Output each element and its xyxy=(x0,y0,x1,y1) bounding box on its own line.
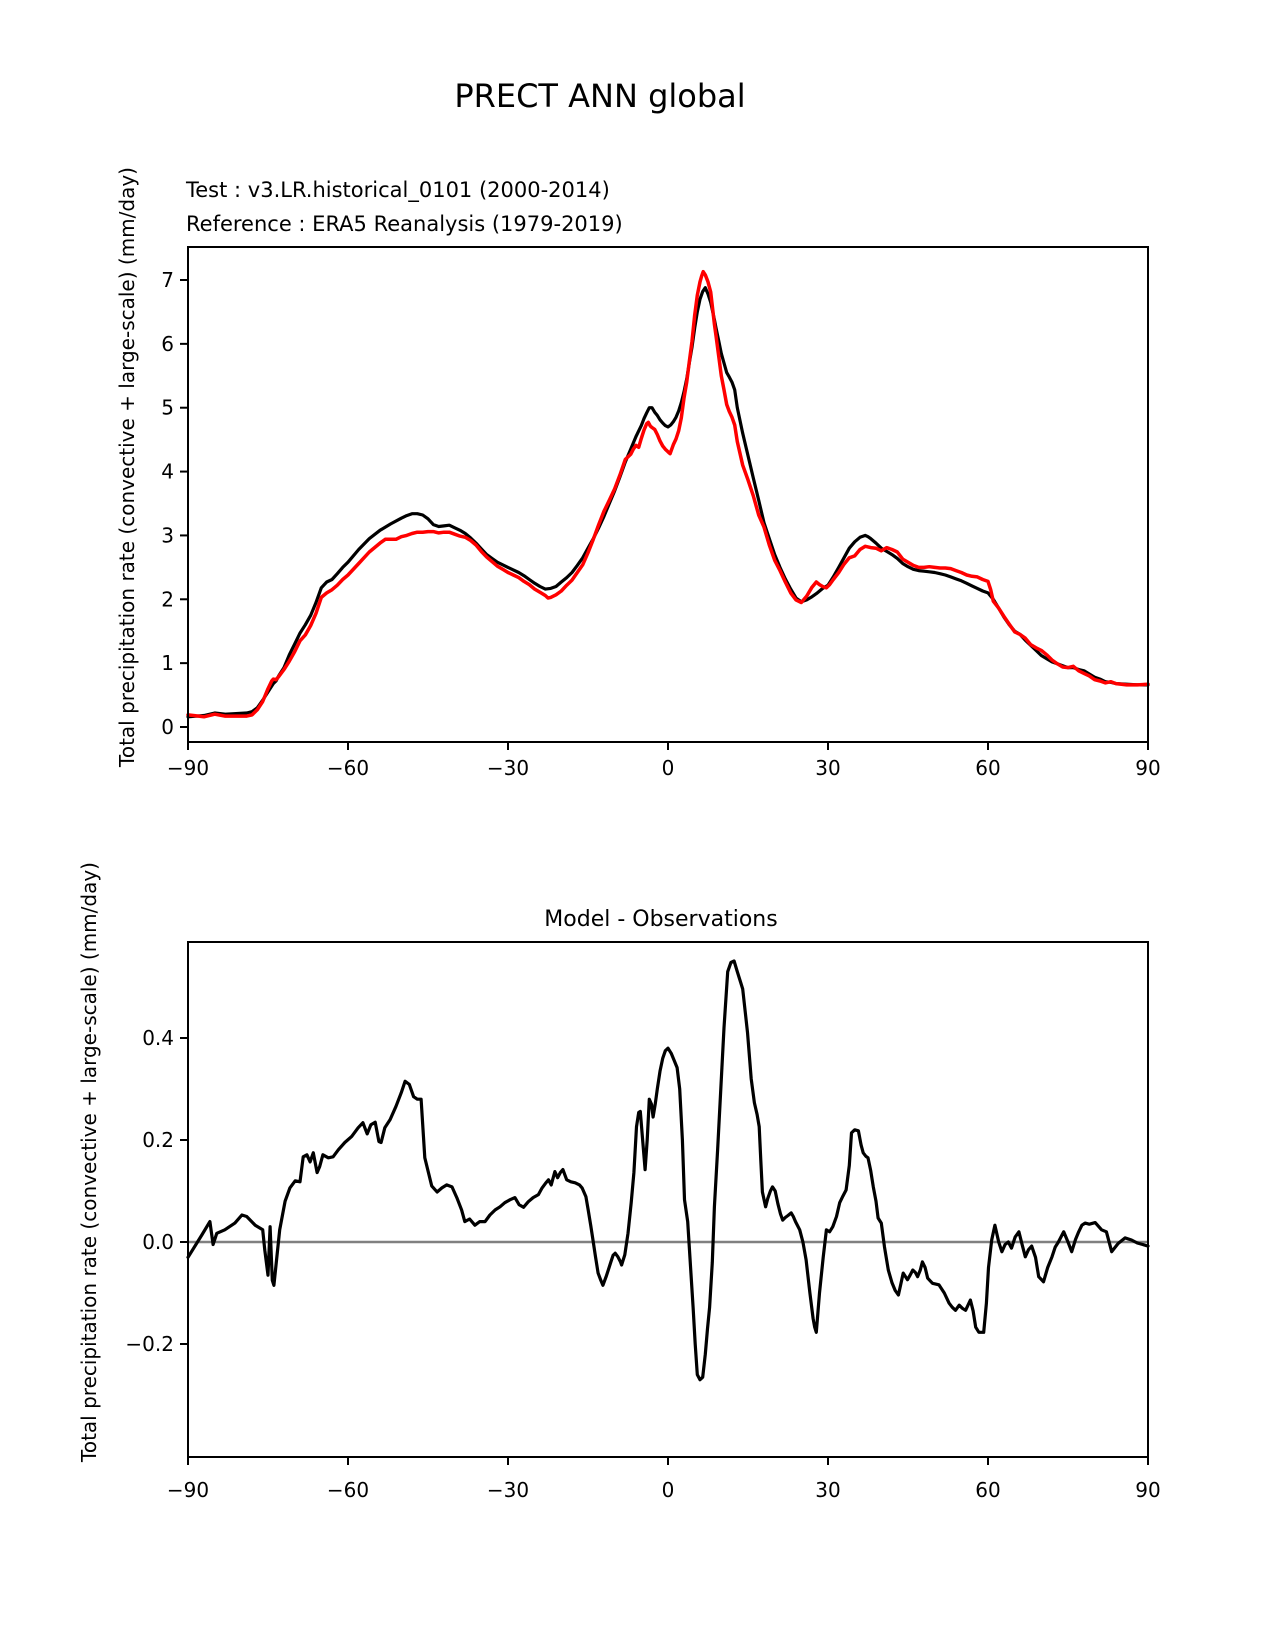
x-tick-label: −60 xyxy=(326,1478,370,1502)
y-tick-label: 6 xyxy=(161,331,174,356)
x-tick-label: 0 xyxy=(661,756,675,780)
y-tick-label: 2 xyxy=(161,587,174,612)
plot-frame xyxy=(188,942,1148,1457)
y-tick-label: 0.4 xyxy=(142,1026,174,1050)
y-tick-label: 0 xyxy=(161,715,174,739)
y-tick-label: 0.2 xyxy=(142,1128,174,1152)
x-tick-label: 30 xyxy=(815,756,841,780)
y-tick-label: 5 xyxy=(161,395,174,420)
legend-reference-label: Reference : ERA5 Reanalysis (1979-2019) xyxy=(186,212,623,236)
series-line-0 xyxy=(188,961,1148,1380)
bottom-y-axis-label: Total precipitation rate (convective + large-scale) (mm/day) xyxy=(77,862,101,1462)
x-tick-label: −90 xyxy=(166,756,210,780)
top-y-axis-label: Total precipitation rate (convective + large-scale) (mm/day) xyxy=(115,167,139,767)
difference-panel-plot xyxy=(125,942,1160,1502)
y-tick-label: 7 xyxy=(161,268,174,293)
plot-frame xyxy=(188,247,1148,742)
y-tick-label: 3 xyxy=(161,523,174,548)
x-tick-label: −60 xyxy=(326,756,370,780)
x-tick-label: −90 xyxy=(166,1478,210,1502)
x-tick-label: −30 xyxy=(486,1478,530,1502)
x-tick-label: 90 xyxy=(1135,756,1161,780)
legend-test-label: Test : v3.LR.historical_0101 (2000-2014) xyxy=(186,178,610,202)
y-tick-label: 0.0 xyxy=(142,1230,174,1254)
x-tick-label: 0 xyxy=(661,1478,675,1502)
figure-title: PRECT ANN global xyxy=(454,77,746,115)
precip-panel xyxy=(161,247,1160,780)
x-tick-label: −30 xyxy=(486,756,530,780)
series-line-0 xyxy=(188,288,1148,717)
series-line-1 xyxy=(188,272,1148,717)
x-tick-label: 90 xyxy=(1135,1478,1161,1502)
difference-panel-title: Model - Observations xyxy=(544,907,778,932)
y-tick-label: 4 xyxy=(161,459,174,484)
x-tick-label: 30 xyxy=(815,1478,841,1502)
x-tick-label: 60 xyxy=(975,756,1001,780)
y-tick-label: 1 xyxy=(161,651,174,676)
x-tick-label: 60 xyxy=(975,1478,1001,1502)
y-tick-label: −0.2 xyxy=(125,1332,174,1356)
